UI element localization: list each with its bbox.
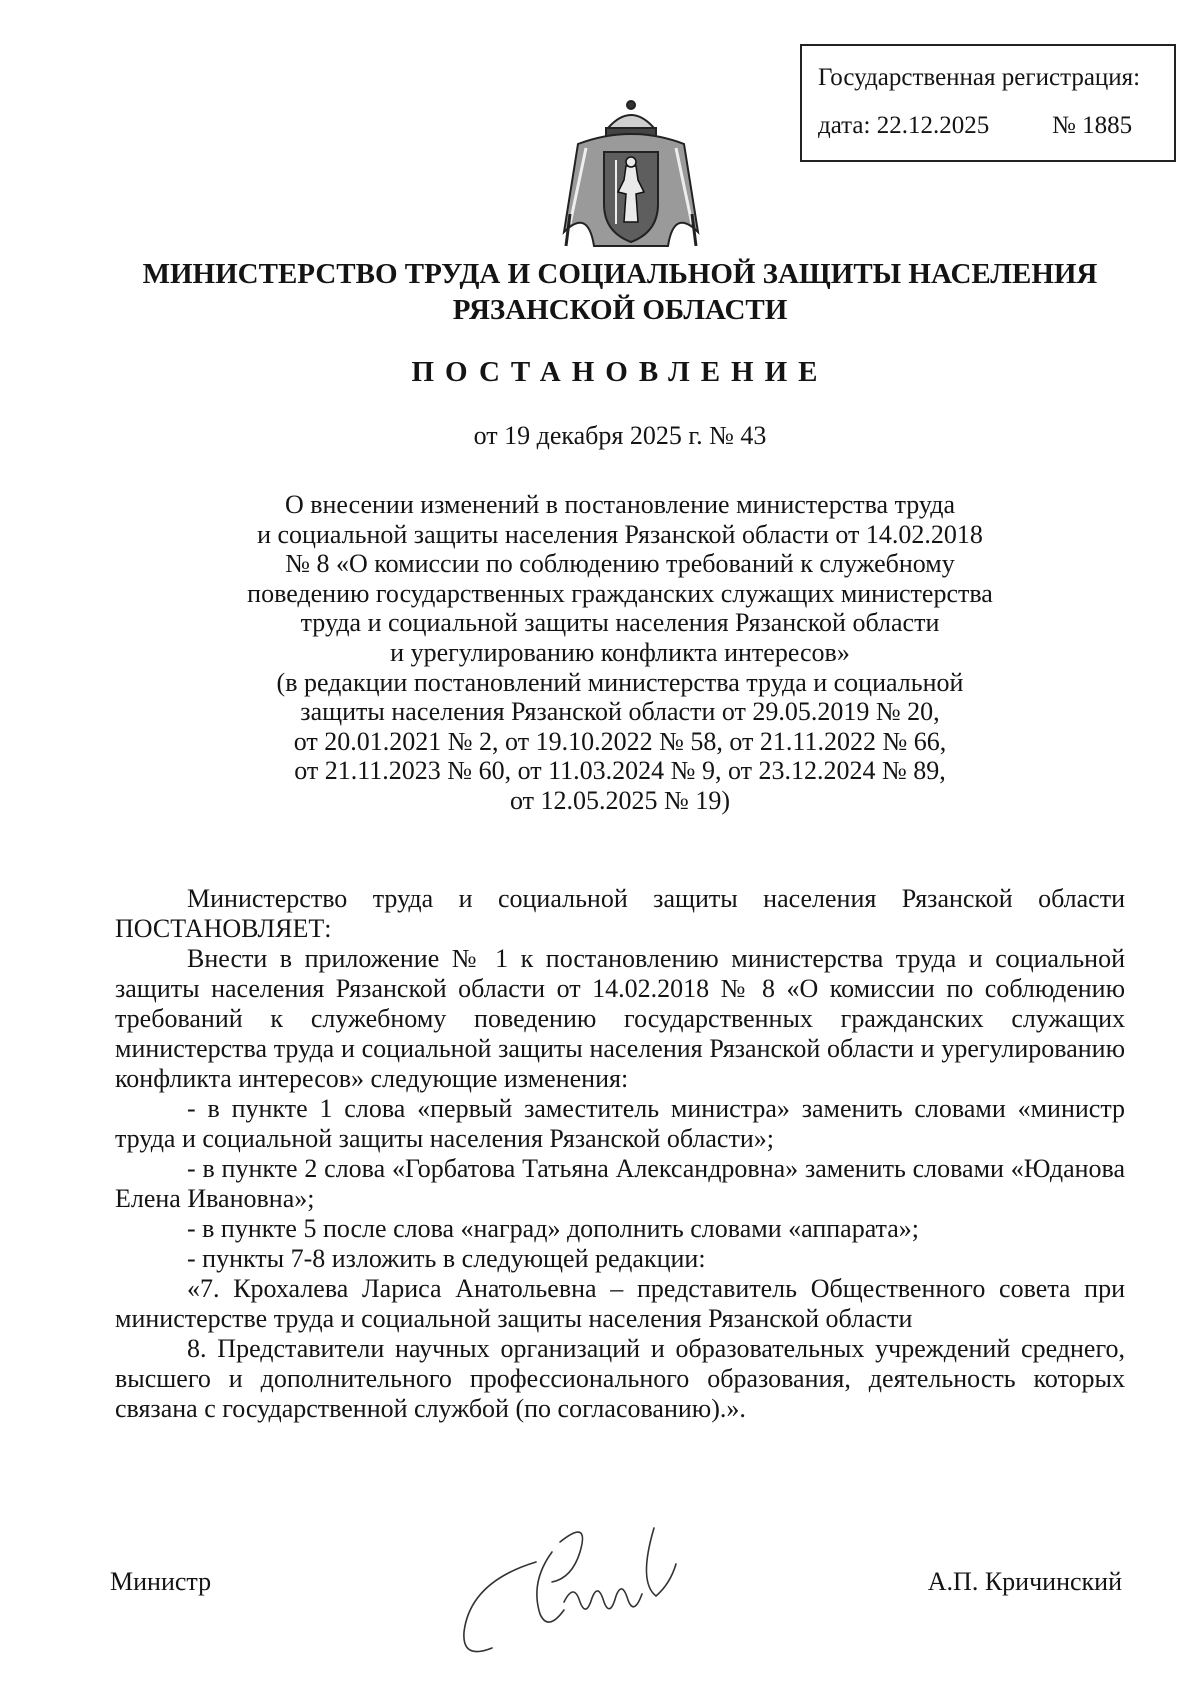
subject-line: труда и социальной защиты населения Рязанской области: [300, 608, 940, 638]
subject-line: О внесении изменений в постановление министерства труда: [284, 490, 956, 519]
decree-subject: [90, 490, 1150, 816]
subject-line: № 8 «О комиссии по соблюдению требований к служебному: [285, 549, 955, 579]
ryazan-coat-of-arms-icon: [556, 96, 706, 256]
subject-line: от 21.11.2023 № 60, от 11.03.2024 № 9, от 23.12.2024 № 89,: [294, 756, 946, 786]
signatory-position: Министр: [110, 1567, 212, 1596]
change-item-1: - в пункте 1 слова «первый заместитель министра» заменить словами «министр труда и социальной защиты населения Рязанской области»;: [115, 1094, 1125, 1153]
registration-title: Государственная регистрация:: [818, 64, 1141, 91]
new-point-8: 8. Представители научных организаций и образовательных учреждений среднего, высшего и дополнительного профессионального образования, деятельность которых связана с государственной службой (по согласованию).».: [115, 1334, 1125, 1423]
document-type: ПОСТАНОВЛЕНИЕ: [411, 356, 829, 388]
handwritten-signature-icon: [440, 1522, 740, 1662]
subject-line: и социальной защиты населения Рязанской области от 14.02.2018: [257, 519, 983, 549]
ministry-name-line-2: РЯЗАНСКОЙ ОБЛАСТИ: [452, 294, 788, 326]
registration-date: дата: 22.12.2025: [818, 112, 990, 139]
subject-line: и урегулированию конфликта интересов»: [390, 637, 850, 667]
subject-line: защиты населения Рязанской области от 29.05.2019 № 20,: [300, 697, 940, 727]
subject-line: от 12.05.2025 № 19): [510, 785, 730, 815]
change-item-2: - в пункте 2 слова «Горбатова Татьяна Александровна» заменить словами «Юданова Елена Ивановна»;: [115, 1154, 1125, 1213]
change-item-3: - в пункте 5 после слова «наград» дополнить словами «аппарата»;: [187, 1214, 919, 1243]
registration-number: № 1885: [1052, 112, 1133, 139]
signatory-name: А.П. Кричинский: [927, 1567, 1122, 1596]
ministry-name-line-1: МИНИСТЕРСТВО ТРУДА И СОЦИАЛЬНОЙ ЗАЩИТЫ НАСЕЛЕНИЯ: [142, 258, 1098, 290]
subject-line: (в редакции постановлений министерства труда и социальной: [276, 667, 964, 697]
decree-intro-line-1: Министерство труда и социальной защиты населения Рязанской области: [187, 884, 1125, 913]
change-item-4: - пункты 7-8 изложить в следующей редакции:: [187, 1244, 706, 1273]
registration-box: [800, 44, 1176, 162]
decree-intro-line-2: ПОСТАНОВЛЯЕТ:: [115, 914, 332, 943]
subject-line: поведению государственных гражданских служащих министерства: [247, 578, 993, 608]
ministry-name: [90, 256, 1150, 328]
new-point-7: «7. Крохалева Лариса Анатольевна – представитель Общественного совета при министерстве труда и социальной защиты населения Рязанской области: [115, 1274, 1125, 1333]
decree-body: [115, 884, 1125, 1424]
amendment-intro: Внести в приложение № 1 к постановлению министерства труда и социальной защиты населения Рязанской области от 14.02.2018 № 8 «О комиссии по соблюдению требований к служебному поведению государственных гражданских служащих министерства труда и социальной защиты населения Рязанской области и урегулированию конфликта интересов» следующие изменения:: [115, 944, 1125, 1093]
decree-date-number: от 19 декабря 2025 г. № 43: [473, 421, 767, 450]
subject-line: от 20.01.2021 № 2, от 19.10.2022 № 58, от 21.11.2022 № 66,: [293, 726, 947, 756]
